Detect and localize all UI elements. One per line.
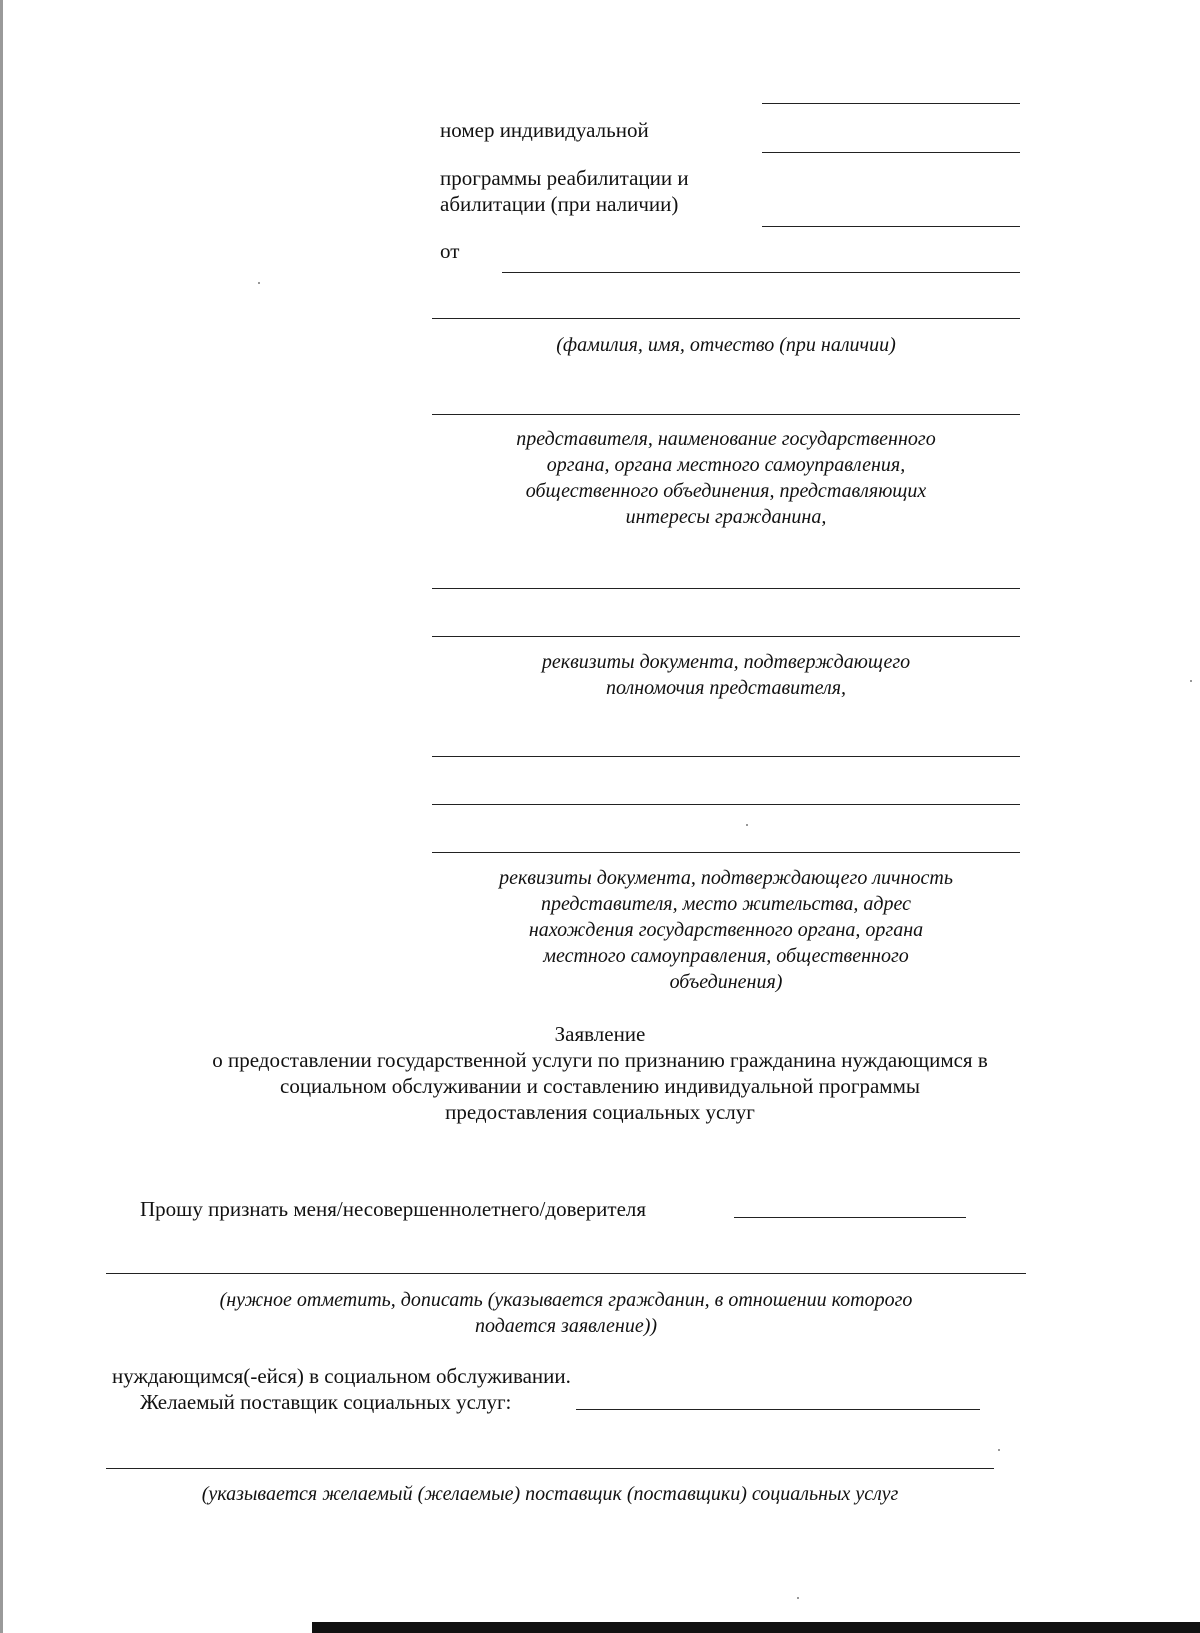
request-citizen-line[interactable]	[734, 1217, 966, 1218]
needing-text: нуждающимся(-ейся) в социальном обслуживании.	[112, 1364, 571, 1388]
identity-doc-line-3[interactable]	[432, 852, 1020, 853]
citizen-line[interactable]	[106, 1273, 1026, 1274]
fio-line[interactable]	[432, 318, 1020, 319]
representative-caption	[432, 426, 1020, 530]
citizen-note-caption	[106, 1287, 1026, 1339]
identity-doc-caption-line: объединения)	[669, 971, 783, 993]
identity-doc-caption	[432, 865, 1020, 995]
scan-speck	[998, 1449, 1000, 1451]
scan-speck	[797, 1597, 799, 1599]
statement-subtitle	[40, 1047, 1160, 1125]
provider-full-line[interactable]	[106, 1468, 994, 1469]
ipra-label-line1: номер индивидуальной	[440, 118, 649, 142]
authority-doc-line-1[interactable]	[432, 588, 1020, 589]
authority-doc-caption-line: реквизиты документа, подтверждающего	[541, 651, 911, 673]
from-line[interactable]	[502, 272, 1020, 273]
identity-doc-line-2[interactable]	[432, 804, 1020, 805]
representative-caption-line: органа, органа местного самоуправления,	[546, 454, 906, 476]
identity-doc-caption-line: нахождения государственного органа, органа	[528, 919, 924, 941]
scan-bottom-edge	[312, 1622, 1200, 1633]
provider-label: Желаемый поставщик социальных услуг:	[140, 1390, 512, 1414]
statement-subtitle-line: о предоставлении государственной услуги по признанию гражданина нуждающимся в	[212, 1048, 988, 1072]
representative-caption-line: общественного объединения, представляющих	[525, 480, 927, 502]
ipra-label-line3: абилитации (при наличии)	[440, 192, 679, 216]
identity-doc-caption-line: реквизиты документа, подтверждающего личность	[499, 867, 953, 889]
authority-doc-line-2[interactable]	[432, 636, 1020, 637]
representative-caption-line: представителя, наименование государственного	[516, 428, 936, 450]
representative-line[interactable]	[432, 414, 1020, 415]
authority-doc-caption	[432, 649, 1020, 701]
ipra-number-line-3[interactable]	[762, 226, 1020, 227]
statement-subtitle-line: социальном обслуживании и составлению индивидуальной программы	[280, 1074, 920, 1098]
scan-speck	[1190, 680, 1192, 682]
provider-line[interactable]	[576, 1409, 980, 1410]
citizen-note-caption-line: подается заявление))	[474, 1315, 658, 1337]
request-text: Прошу признать меня/несовершеннолетнего/доверителя	[140, 1197, 647, 1221]
representative-caption-line: интересы гражданина,	[625, 506, 827, 528]
citizen-note-caption-line: (нужное отметить, дописать (указывается гражданин, в отношении которого	[219, 1289, 913, 1311]
statement-heading: Заявление	[554, 1022, 646, 1046]
identity-doc-caption-line: представителя, место жительства, адрес	[541, 893, 911, 915]
statement-subtitle-line: предоставления социальных услуг	[445, 1100, 755, 1124]
scan-speck	[258, 282, 260, 284]
ipra-number-line-2[interactable]	[762, 152, 1020, 153]
provider-note-caption: (указывается желаемый (желаемые) поставщик (поставщики) социальных услуг	[201, 1483, 899, 1505]
authority-doc-caption-line: полномочия представителя,	[605, 677, 847, 699]
scan-speck	[746, 824, 748, 826]
identity-doc-caption-line: местного самоуправления, общественного	[543, 945, 909, 967]
from-label: от	[440, 239, 460, 263]
fio-caption: (фамилия, имя, отчество (при наличии)	[556, 334, 896, 356]
scan-left-edge	[0, 0, 3, 1633]
identity-doc-line-1[interactable]	[432, 756, 1020, 757]
ipra-number-line-1[interactable]	[762, 103, 1020, 104]
ipra-label-line2: программы реабилитации и	[440, 166, 689, 190]
